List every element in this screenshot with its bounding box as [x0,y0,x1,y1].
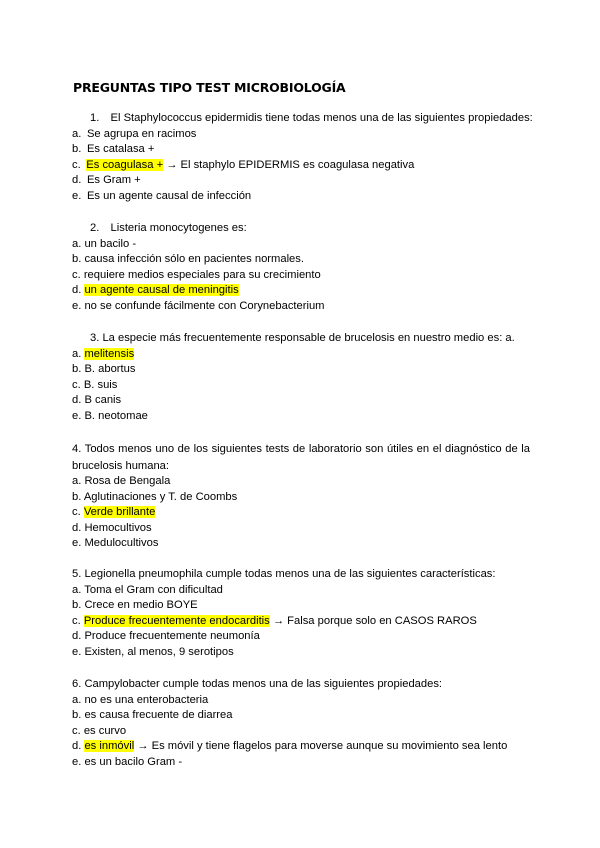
question-stem: 5. Legionella pneumophila cumple todas menos una de las siguientes características: [72,568,496,580]
correct-answer-highlight: es inmóvil [84,740,135,753]
option-text: Es un agente causal de infección [86,189,252,202]
option-letter: b. [72,253,82,266]
answer-option [72,693,530,709]
answer-option [72,739,530,755]
option-letter: b. [72,709,82,722]
answer-option [72,127,530,143]
question-6 [72,677,530,771]
option-letter: b. [72,599,82,612]
option-letter: b. [72,363,82,376]
option-text: Produce frecuentemente neumonía [84,630,260,643]
answer-option [72,614,530,630]
answer-option [72,158,530,174]
option-text: Hemocultivos [84,521,152,534]
option-letter: a. [72,475,82,487]
answer-option [72,490,530,506]
option-text: B. abortus [84,363,136,376]
answer-option [72,708,530,724]
answer-option [72,755,530,771]
option-text: Aglutinaciones y T. de Coombs [83,490,238,503]
correct-answer-highlight: un agente causal de meningitis [84,284,239,297]
option-letter: e. [72,409,82,422]
option-letter: a. [72,583,82,596]
question-4 [72,441,530,552]
correct-answer-highlight: Es coagulasa + [86,158,164,171]
option-letter: d. [72,174,82,187]
option-text: Toma el Gram con dificultad [84,583,223,596]
option-letter: c. [72,268,81,281]
option-letter: e. [72,645,82,658]
option-text: Es catalasa + [86,143,155,156]
option-text: Crece en medio BOYE [84,599,198,612]
question-5 [72,567,530,661]
answer-option [72,189,530,205]
option-letter: c. [72,506,81,519]
option-letter: d. [72,394,82,407]
option-letter: d. [72,284,82,297]
question-stem: 1. El Staphylococcus epidermidis tiene todas menos una de las siguientes propiedades: [90,112,533,124]
option-letter: e. [72,189,82,202]
answer-option [72,299,530,315]
option-letter: a. [72,127,82,140]
option-text: es causa frecuente de diarrea [84,709,233,722]
answer-option [72,142,530,158]
answer-note: → El staphylo EPIDERMIS es coagulasa negativa [163,158,415,171]
option-text: Existen, al menos, 9 serotipos [84,645,234,658]
answer-option [72,598,530,614]
option-letter: e. [72,755,82,768]
answer-option [72,505,530,521]
document-title: PREGUNTAS TIPO TEST MICROBIOLOGÍA [73,80,346,95]
option-text: Es Gram + [86,174,141,187]
answer-option [72,268,530,284]
answer-option [72,645,530,661]
answer-option [72,521,530,537]
option-letter: b. [72,490,82,503]
correct-answer-highlight: Produce frecuentemente endocarditis [83,614,270,627]
answer-option [72,583,530,599]
option-letter: d. [72,630,82,643]
option-letter: c. [72,614,81,627]
answer-note: → Falsa porque solo en CASOS RAROS [269,614,477,627]
option-text: Medulocultivos [84,537,159,550]
question-stem: 2. Listeria monocytogenes es: [90,222,247,234]
question-stem: 4. Todos menos uno de los siguientes tests de laboratorio son útiles en el diagnóstico de la brucelosis humana: [72,443,530,472]
question-1 [72,111,533,205]
question-2 [72,221,530,315]
option-letter: e. [72,299,82,312]
option-letter: c. [72,158,81,171]
correct-answer-highlight: melitensis [84,347,135,360]
answer-option [72,283,530,299]
option-text: no es una enterobacteria [84,693,209,706]
question-3 [72,331,530,425]
option-letter: d. [72,740,82,753]
question-stem: 6. Campylobacter cumple todas menos una de las siguientes propiedades: [72,678,443,690]
option-text: es un bacilo Gram - [84,755,183,768]
option-letter: a. [72,237,82,250]
option-text: B. suis [83,378,118,391]
answer-option [72,474,530,490]
correct-answer-highlight: Verde brillante [83,506,156,519]
option-text: es curvo [83,724,127,737]
answer-option [72,393,530,409]
option-text: Se agrupa en racimos [86,127,197,140]
option-letter: c. [72,724,81,737]
option-letter: a. [72,347,82,360]
option-text: requiere medios especiales para su crecimiento [83,268,321,281]
answer-option [72,252,530,268]
answer-option [72,237,530,253]
option-text: un bacilo - [84,237,137,250]
answer-option [72,378,530,394]
option-letter: a. [72,693,82,706]
answer-option [72,409,530,425]
option-text: Rosa de Bengala [84,475,171,487]
option-letter: c. [72,378,81,391]
option-letter: d. [72,521,82,534]
option-text: B canis [84,394,122,407]
answer-option [72,173,530,189]
answer-option [72,724,530,740]
option-letter: e. [72,537,82,550]
option-text: B. neotomae [84,409,148,422]
answer-option [72,362,530,378]
option-text: causa infección sólo en pacientes normales. [84,253,304,266]
answer-option [72,347,530,363]
option-letter: b. [72,143,82,156]
option-text: no se confunde fácilmente con Corynebacterium [84,299,325,312]
question-stem: 3. La especie más frecuentemente responsable de brucelosis en nuestro medio es: a. [90,332,515,344]
answer-note: → Es móvil y tiene flagelos para moverse aunque su movimiento sea lento [134,740,508,753]
answer-option [72,629,530,645]
answer-option [72,536,530,552]
